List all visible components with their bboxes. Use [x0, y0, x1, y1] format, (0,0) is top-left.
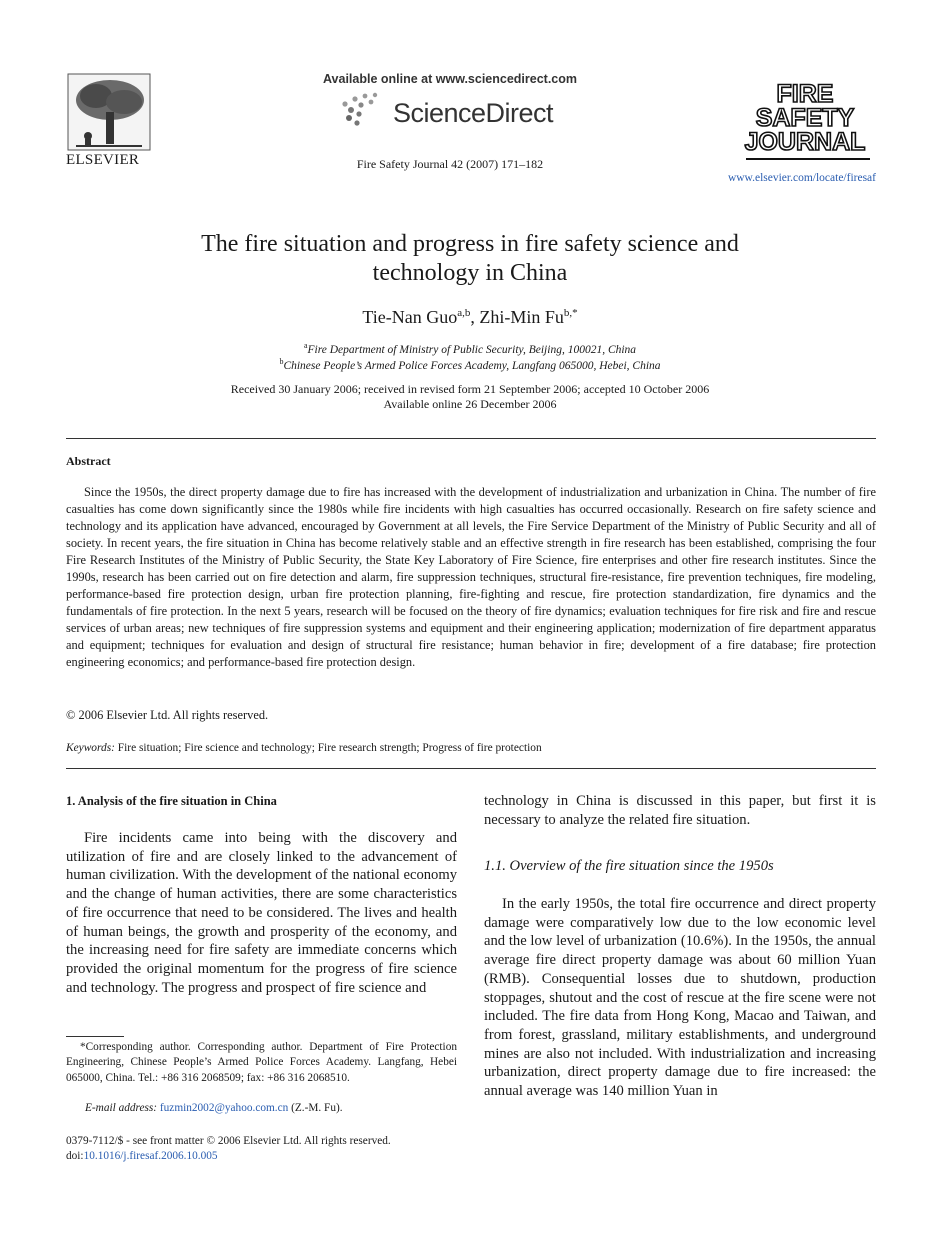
keywords-label: Keywords: — [66, 742, 115, 754]
paragraph: In the early 1950s, the total fire occurrence and direct property damage were comparatively low due to the low economic level and the low level of urbanization (10.6%). In the 1950s, the annual average fire direct property damage was about 60 million Yuan (RMB). Consequential losses due to shutdown, production stoppages, shutout and the cost of rescue at the fire scene were not included. The fire data from Hong Kong, Macao and Taiwan, and from forest, grassland, military establishments, and underground mines are also not included. With industrialization and increasing urbanization, direct property damage due to fire increased: the annual average was 140 million Yuan in — [484, 896, 876, 1100]
affiliation-b — [100, 357, 840, 372]
footnote-divider — [66, 1036, 124, 1037]
keywords — [66, 742, 876, 754]
abstract-body: Since the 1950s, the direct property damage due to fire has increased with the development of industrialization and urbanization in China. The number of fire casualties has come down significantly since the 1980s while fire incidents with high casualties has occurred occasionally. Research on fire safety science and technology and its application have advanced, encouraged by Government at all levels, the Fire Service Department of the Ministry of Public Security and all of society. In recent years, the fire situation in China has become relatively stable and an effective strength in fire research has been established, comprising the four Fire Research Institutes of the Ministry of Public Security, the State Key Laboratory of Fire Science, fire enterprises and other fire research institutes. Since the 1990s, research has been carried out on fire detection and alarm, fire suppression techniques, structural fire-resistance, fire prevention techniques, fire modeling, performance-based fire protection design, urban fire protection planning, fire-fighting and rescue, fire protection standardization, fire dynamics and the fundamentals of fire protection. In the next 5 years, research will be focused on the theory of fire dynamics; evaluation techniques for fire risk and fire and rescue services of urban areas; new techniques of fire suppression systems and equipment and their engineering application; modernization of fire department apparatus and equipment; techniques for evaluation and design of structural fire resistance; human behavior in fire; development of a fire database; fire protection engineering economics; and performance-based fire protection design. — [66, 485, 876, 669]
author-separator: , — [470, 307, 480, 327]
article-title — [100, 230, 840, 288]
journal-reference: Fire Safety Journal 42 (2007) 171–182 — [356, 157, 544, 171]
author-1-affiliation: a,b — [457, 307, 471, 319]
title-line-1: The fire situation and progress in fire safety science and — [201, 231, 739, 257]
title-line-2: technology in China — [372, 260, 568, 286]
paragraph-continuation: technology in China is discussed in this paper, but first it is necessary to analyze the related fire situation. — [484, 793, 876, 828]
section-heading: 1. Analysis of the fire situation in China — [66, 794, 277, 808]
logo-underline — [746, 158, 870, 160]
sciencedirect-wordmark: ScienceDirect — [393, 98, 554, 128]
available-online-date: Available online 26 December 2006 — [383, 397, 557, 411]
doi-prefix: doi: — [66, 1150, 84, 1163]
article-history — [100, 382, 840, 412]
sciencedirect-dots-icon — [337, 90, 397, 130]
email-link[interactable]: fuzmin2002@yahoo.com.cn — [159, 1102, 289, 1114]
affiliation-a-sup: a — [303, 341, 308, 350]
keywords-list: Fire situation; Fire science and technology; Fire research strength; Progress of fire protection — [117, 742, 542, 754]
fire-safety-journal-logo — [740, 82, 870, 154]
email-footnote — [66, 1102, 457, 1114]
logo-line-1: FIRE — [776, 80, 834, 108]
available-online-text: Available online at www.sciencedirect.com — [322, 72, 578, 86]
email-label: E-mail address: — [85, 1102, 158, 1114]
divider — [66, 438, 876, 439]
subsection-heading: 1.1. Overview of the fire situation since the 1950s — [484, 858, 774, 874]
paragraph: Fire incidents came into being with the discovery and utilization of fire and are closely linked to the advancement of human civilization. With the development of the national economy and the change of human activities, there are some characteristics of fire occurrence that need to be considered. The lives and health of human beings, the growth and prosperity of the economy, and the increasing need for fire safety are immediate concerns which provided the original momentum for the progress of fire science and technology. The progress and prospect of fire science and — [66, 830, 457, 996]
author-2[interactable]: Zhi-Min Fu — [479, 307, 564, 327]
issn-line: 0379-7112/$ - see front matter © 2006 Elsevier Ltd. All rights reserved. — [66, 1135, 391, 1147]
author-2-affiliation: b,* — [563, 307, 578, 319]
logo-line-2: SAFETY — [755, 104, 855, 132]
received-dates: Received 30 January 2006; received in revised form 21 September 2006; accepted 10 October 2006 — [230, 382, 710, 396]
author-1[interactable]: Tie-Nan Guo — [362, 307, 458, 327]
authors — [100, 307, 840, 328]
email-suffix: (Z.-M. Fu). — [288, 1102, 343, 1114]
logo-line-3: JOURNAL — [744, 128, 866, 156]
affiliation-b-text: Chinese People’s Armed Police Forces Academy, Langfang 065000, Hebei, China — [283, 359, 661, 372]
corresponding-author-footnote: *Corresponding author. Corresponding author. Department of Fire Protection Engineering, Chinese People’s Armed Police Forces Academy. Langfang, Hebei 065000, China. Tel.: +86 316 2068509; fax: +86 316 2068510. — [66, 1041, 457, 1084]
abstract-copyright: © 2006 Elsevier Ltd. All rights reserved. — [66, 708, 269, 722]
journal-url-link[interactable]: www.elsevier.com/locate/firesaf — [727, 172, 876, 184]
abstract-heading: Abstract — [66, 454, 111, 468]
affiliation-a-text: Fire Department of Ministry of Public Security, Beijing, 100021, China — [307, 343, 637, 356]
doi-line — [66, 1149, 457, 1164]
doi-link[interactable]: 10.1016/j.firesaf.2006.10.005 — [83, 1150, 218, 1163]
tree-icon — [66, 72, 152, 152]
publisher-name: ELSEVIER — [66, 152, 140, 168]
issn-block — [66, 1134, 457, 1165]
affiliation-b-sup: b — [279, 357, 284, 366]
affiliation-a — [100, 341, 840, 356]
divider — [66, 768, 876, 769]
